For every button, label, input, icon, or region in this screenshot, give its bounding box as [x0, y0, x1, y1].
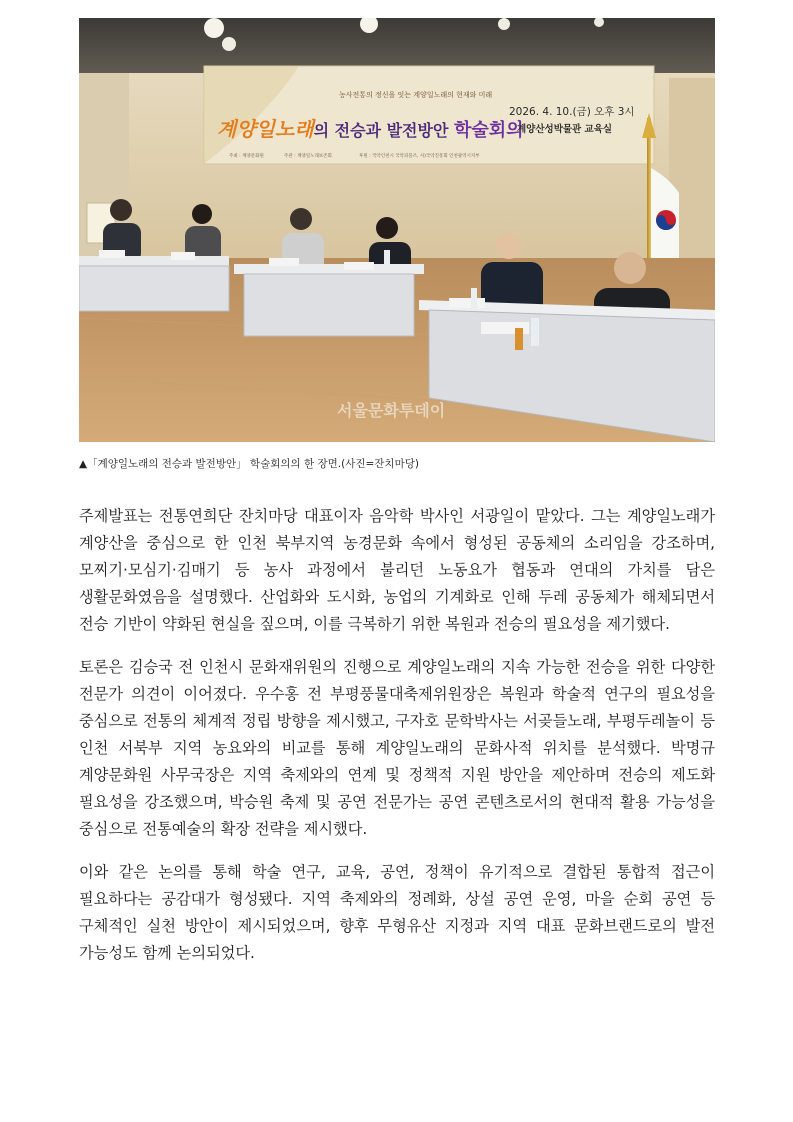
ceiling-light — [498, 18, 510, 30]
banner-title-rest: 의 전승과 발전방안 — [313, 121, 454, 140]
event-banner — [204, 66, 654, 164]
panel-table-left — [79, 250, 229, 311]
ceiling-light — [222, 37, 236, 51]
banner-date: 2026. 4. 10.(금) 오후 3시 — [509, 106, 635, 118]
banner-host: 주관 : 계양일노래보존회 — [284, 154, 332, 159]
article-paragraph: 이와 같은 논의를 통해 학술 연구, 교육, 공연, 정책이 유기적으로 결합된 통합적 접근이 필요하다는 공감대가 형성됐다. 지역 축제와의 정례화, 상설 공연 운영, 마을 순회 공연 등 구체적인 실천 방안이 제시되었으며, 향후 무형유산 지정과 지역 대표 문화브랜드로의 발전 가능성도 함께 논의되었다. — [79, 863, 715, 962]
banner-title — [217, 117, 524, 141]
banner-venue: 계양산성박물관 교육실 — [517, 124, 613, 135]
banner-subtitle: 농사전통의 정신을 잇는 계양일노래의 현재와 미래 — [339, 91, 493, 99]
event-photo-illustration — [79, 18, 715, 442]
article-paragraph: 토론은 김승국 전 인천시 문화재위원의 진행으로 계양일노래의 지속 가능한 전승을 위한 다양한 전문가 의견이 이어졌다. 우수홍 전 부평풍물대축제위원장은 복원과 학술적 연구의 필요성을 중심으로 전통의 체계적 정립 방향을 제시했고, 구자호 문학박사는 서곶들노래, 부평두레놀이 등 인천 서북부 지역 농요와의 비교를 통해 계양일노래의 문화사적 위치를 분석했다. 박명규 계양문화원 사무국장은 지역 축제와의 연계 및 정책적 지원 방안을 제안하며 전승의 제도화 필요성을 강조했으며, 박승원 축제 및 공연 전문가는 공연 콘텐츠로서의 현대적 활용 가능성을 중심으로 전통예술의 확장 전략을 제시했다. — [79, 658, 715, 838]
event-photo — [79, 18, 715, 442]
banner-organizer: 주최 : 계양문화원 — [229, 154, 264, 159]
banner-title-highlight: 계양일노래 — [217, 117, 314, 141]
article-paragraph: 주제발표는 전통연희단 잔치마당 대표이자 음악학 박사인 서광일이 맡았다. 그는 계양일노래가 계양산을 중심으로 한 인천 북부지역 농경문화 속에서 형성된 공동체의 소리임을 강조하며, 모찌기·모심기·김매기 등 농사 과정에서 불리던 노동요가 협동과 연대의 가치를 담은 생활문화였음을 설명했다. 산업화와 도시화, 농업의 기계화로 인해 두레 공동체가 해체되면서 전승 기반이 약화된 현실을 짚으며, 이를 극복하기 위한 복원과 전승의 필요성을 제기했다. — [79, 507, 715, 633]
article-body — [79, 503, 715, 983]
photo-caption: ▲「계양일노래의 전승과 발전방안」 학술회의의 한 장면.(사진=잔치마당) — [79, 458, 419, 470]
banner-title-end: 학술회의 — [453, 120, 524, 141]
ceiling-light — [204, 18, 224, 38]
photo-watermark: 서울문화투데이 — [337, 401, 446, 420]
banner-sponsor: 후원 : 국악인천시 국악피플즈, 사)국악진흥회 인천광역시지부 — [359, 154, 480, 159]
